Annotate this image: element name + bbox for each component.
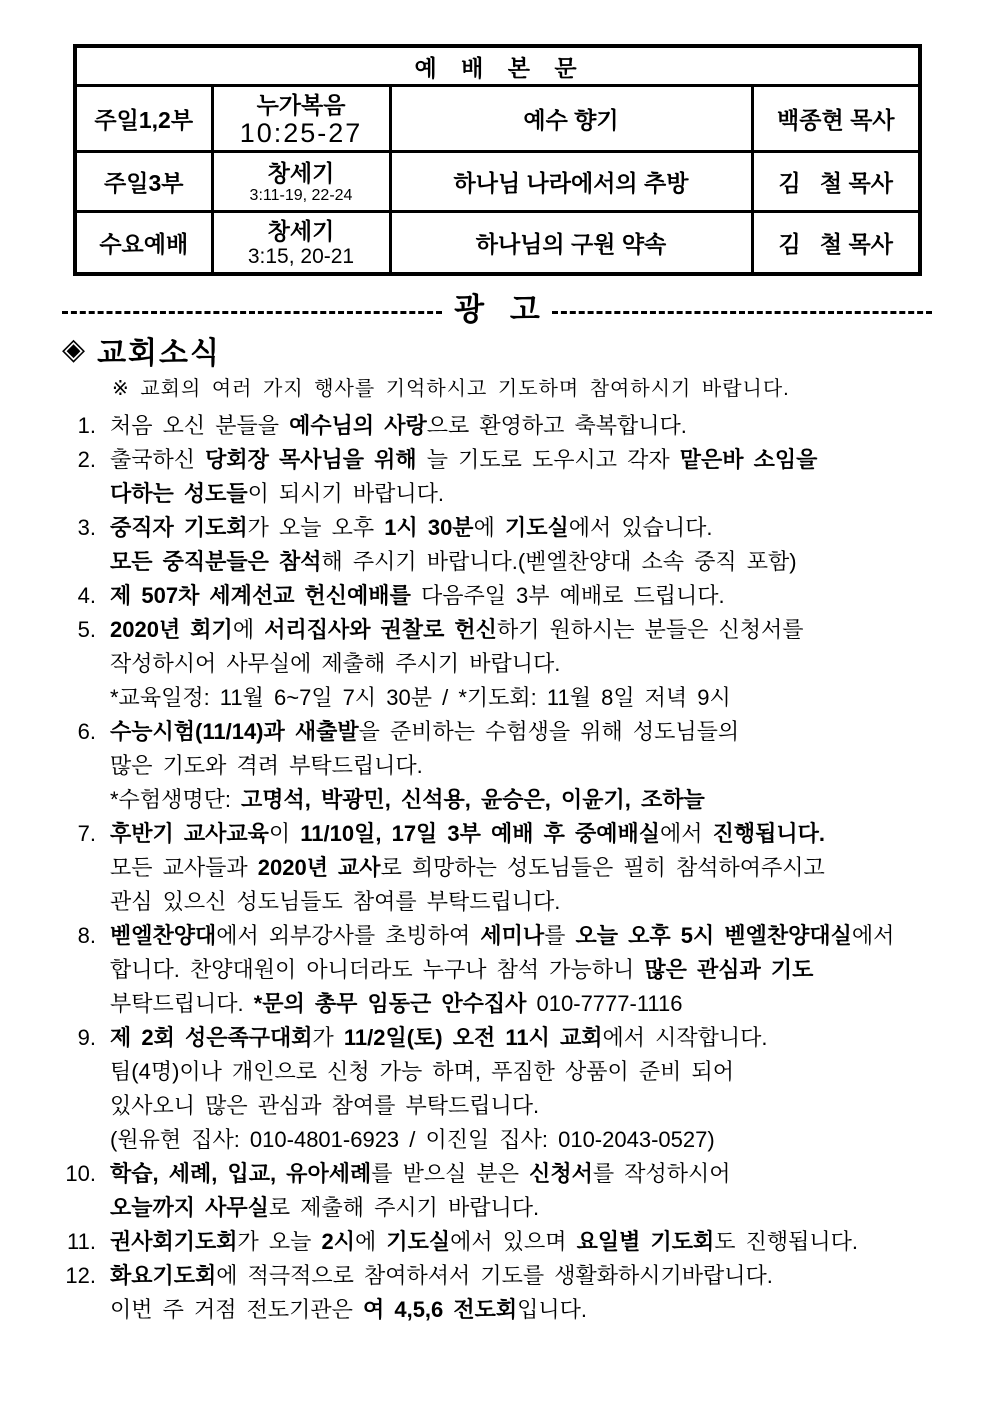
item-line: 오늘까지 사무실로 제출해 주시기 바랍니다. xyxy=(110,1194,540,1220)
item-line: 후반기 교사교육이 11/10일, 17일 3부 예배 후 중예배실에서 진행됩니다. xyxy=(110,820,826,846)
item-number: 2. xyxy=(77,446,96,472)
item-lines xyxy=(110,1225,992,1259)
scripture-cell xyxy=(212,152,390,212)
item-line: 모든 중직분들은 참석해 주시기 바랍니다.(벧엘찬양대 소속 중직 포함) xyxy=(110,548,797,574)
announcements-title: 광 고 xyxy=(454,291,540,327)
item-lines xyxy=(110,1259,992,1327)
item-lines xyxy=(110,443,992,511)
item-number: 7. xyxy=(77,820,96,846)
item-number: 5. xyxy=(77,616,96,642)
announcement-item-3 xyxy=(38,511,992,579)
item-line: 제 507차 세계선교 헌신예배를 다음주일 3부 예배로 드립니다. xyxy=(110,582,725,608)
participation-note: ※ 교회의 여러 가지 행사를 기억하시고 기도하며 참여하시기 바랍니다. xyxy=(112,377,790,400)
item-line: 작성하시어 사무실에 제출해 주시기 바랍니다. xyxy=(110,650,561,676)
item-lines xyxy=(110,1021,992,1157)
announcement-item-6 xyxy=(38,715,992,817)
item-lines xyxy=(110,817,992,919)
item-line: *교육일정: 11월 6~7일 7시 30분 / *기도회: 11월 8일 저녁 9시 xyxy=(110,684,731,710)
item-number: 1. xyxy=(77,412,96,438)
worship-scripture-table xyxy=(73,44,922,276)
scripture-book: 누가복음 xyxy=(256,91,346,118)
item-line: 중직자 기도회가 오늘 오후 1시 30분에 기도실에서 있습니다. xyxy=(110,514,713,540)
item-number: 10. xyxy=(65,1160,96,1186)
service-cell: 수요예배 xyxy=(75,212,212,274)
item-line: *수험생명단: 고명석, 박광민, 신석용, 윤승은, 이윤기, 조하늘 xyxy=(110,786,705,812)
item-line: 제 2회 성은족구대회가 11/2일(토) 오전 11시 교회에서 시작합니다. xyxy=(110,1024,768,1050)
preacher-cell: 백종현 목사 xyxy=(752,86,920,152)
church-news-title: 교회소식 xyxy=(97,336,221,370)
announcements-divider xyxy=(62,292,932,328)
announcement-item-12 xyxy=(38,1259,992,1327)
item-lines xyxy=(110,1157,992,1225)
item-line: 학습, 세례, 입교, 유아세례를 받으실 분은 신청서를 작성하시어 xyxy=(110,1160,731,1186)
item-lines xyxy=(110,511,992,579)
item-line: 이번 주 거점 전도기관은 여 4,5,6 전도회입니다. xyxy=(110,1296,588,1322)
sermon-cell: 하나님 나라에서의 추방 xyxy=(390,152,752,212)
item-lines xyxy=(110,715,992,817)
sermon-cell: 하나님의 구원 약속 xyxy=(390,212,752,274)
announcement-item-7 xyxy=(38,817,992,919)
announcement-item-2 xyxy=(38,443,992,511)
table-row xyxy=(75,212,920,274)
item-number: 4. xyxy=(77,582,96,608)
item-number: 8. xyxy=(77,922,96,948)
scripture-verse: 3:11-19, 22-24 xyxy=(249,186,353,204)
scripture-cell xyxy=(212,212,390,274)
announcement-item-10 xyxy=(38,1157,992,1225)
service-cell: 주일1,2부 xyxy=(75,86,212,152)
item-number: 3. xyxy=(77,514,96,540)
announcement-item-1 xyxy=(38,409,992,443)
announcements-list xyxy=(38,409,992,1327)
announcement-item-9 xyxy=(38,1021,992,1157)
preacher-cell: 김 철 목사 xyxy=(752,212,920,274)
item-line: 출국하신 당회장 목사님을 위해 늘 기도로 도우시고 각자 맡은바 소임을 xyxy=(110,446,818,472)
announcement-item-11 xyxy=(38,1225,992,1259)
scripture-book: 창세기 xyxy=(267,159,335,186)
sermon-cell: 예수 향기 xyxy=(390,86,752,152)
table-row xyxy=(75,152,920,212)
item-lines xyxy=(110,919,992,1021)
item-line: 처음 오신 분들을 예수님의 사랑으로 환영하고 축복합니다. xyxy=(110,412,687,438)
item-line: 부탁드립니다. *문의 총무 임동근 안수집사 010-7777-1116 xyxy=(110,990,683,1016)
scripture-verse: 10:25-27 xyxy=(239,117,363,148)
item-lines xyxy=(110,409,992,443)
item-line: 수능시험(11/14)과 새출발을 준비하는 수험생을 위해 성도님들의 xyxy=(110,718,740,744)
scripture-verse: 3:15, 20-21 xyxy=(247,244,355,268)
item-number: 11. xyxy=(67,1228,96,1254)
scripture-book: 창세기 xyxy=(267,217,335,244)
divider-dash-left xyxy=(62,311,442,314)
item-number: 12. xyxy=(65,1262,96,1288)
item-line: 다하는 성도들이 되시기 바랍니다. xyxy=(110,480,444,506)
table-row xyxy=(75,86,920,152)
item-line: 팀(4명)이나 개인으로 신청 가능 하며, 푸짐한 상품이 준비 되어 xyxy=(110,1058,734,1084)
scripture-cell xyxy=(212,86,390,152)
item-line: (원유현 집사: 010-4801-6923 / 이진일 집사: 010-2043-0527) xyxy=(110,1126,715,1152)
item-line: 합니다. 찬양대원이 아니더라도 누구나 참석 가능하니 많은 관심과 기도 xyxy=(110,956,814,982)
item-number: 9. xyxy=(77,1024,96,1050)
announcement-item-5 xyxy=(38,613,992,715)
item-line: 벧엘찬양대에서 외부강사를 초빙하여 세미나를 오늘 오후 5시 벧엘찬양대실에서 xyxy=(110,922,895,948)
item-line: 많은 기도와 격려 부탁드립니다. xyxy=(110,752,423,778)
item-line: 관심 있으신 성도님들도 참여를 부탁드립니다. xyxy=(110,888,561,914)
item-line: 있사오니 많은 관심과 참여를 부탁드립니다. xyxy=(110,1092,540,1118)
table-title: 예 배 본 문 xyxy=(75,46,920,86)
item-line: 2020년 회기에 서리집사와 권찰로 헌신하기 원하시는 분들은 신청서를 xyxy=(110,616,804,642)
announcement-item-8 xyxy=(38,919,992,1021)
announcement-item-4 xyxy=(38,579,992,613)
item-line: 권사회기도회가 오늘 2시에 기도실에서 있으며 요일별 기도회도 진행됩니다. xyxy=(110,1228,859,1254)
service-cell: 주일3부 xyxy=(75,152,212,212)
divider-dash-right xyxy=(552,311,932,314)
item-number: 6. xyxy=(77,718,96,744)
diamond-icon: ◈ xyxy=(62,332,86,366)
item-lines xyxy=(110,579,992,613)
preacher-cell: 김 철 목사 xyxy=(752,152,920,212)
item-line: 화요기도회에 적극적으로 참여하셔서 기도를 생활화하시기바랍니다. xyxy=(110,1262,773,1288)
item-line: 모든 교사들과 2020년 교사로 희망하는 성도님들은 필히 참석하여주시고 xyxy=(110,854,825,880)
church-news-heading xyxy=(62,330,992,370)
item-lines xyxy=(110,613,992,715)
